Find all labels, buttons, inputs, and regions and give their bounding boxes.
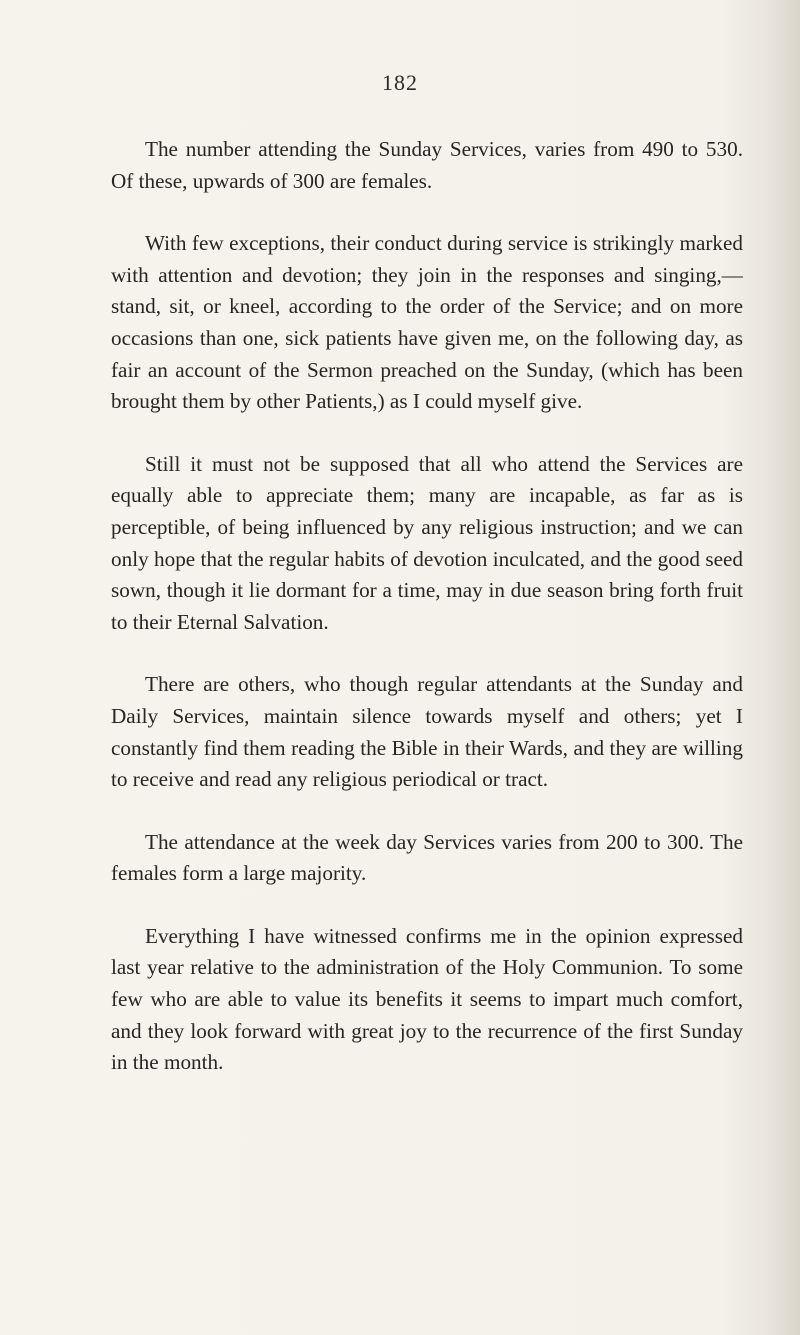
paragraph-weekday-attendance: The attendance at the week day Services varies from 200 to 300. The females form a large majority. (111, 829, 743, 886)
paragraph-holy-communion: Everything I have witnessed confirms me in the opinion expressed last year relative to the administration of the Holy Communion. To some few who are able to value its benefits it seems to impart much comfort, and they look forward with great joy to the recurrence of the first Sunday in the month. (111, 923, 743, 1075)
paragraph-capability: Still it must not be supposed that all who attend the Services are equally able to appreciate them; many are incapable, as far as is perceptible, of being influenced by any religious instruction; and we can only hope that the regular habits of devotion inculcated, and the good seed sown, though it lie dormant for a time, may in due season bring forth fruit to their Eternal Salvation. (111, 451, 743, 634)
paragraph-sunday-attendance: The number attending the Sunday Services, varies from 490 to 530. Of these, upwards of 300 are females. (111, 137, 743, 193)
page-number: 182 (382, 70, 418, 95)
paragraph-conduct: With few exceptions, their conduct during service is strikingly marked with attention and devotion; they join in the responses and singing,—stand, sit, or kneel, according to the order of the Service; and on more occasions than one, sick patients have given me, on the following day, as fair an account of the Sermon preached on the Sunday, (which has been brought them by other Patients,) as I could myself give. (111, 231, 743, 414)
body-text (111, 134, 743, 1079)
paragraph-silent-attendants: There are others, who though regular attendants at the Sunday and Daily Services, maintain silence towards myself and others; yet I constantly find them reading the Bible in their Wards, and they are willing to receive and read any religious periodical or tract. (111, 672, 743, 792)
